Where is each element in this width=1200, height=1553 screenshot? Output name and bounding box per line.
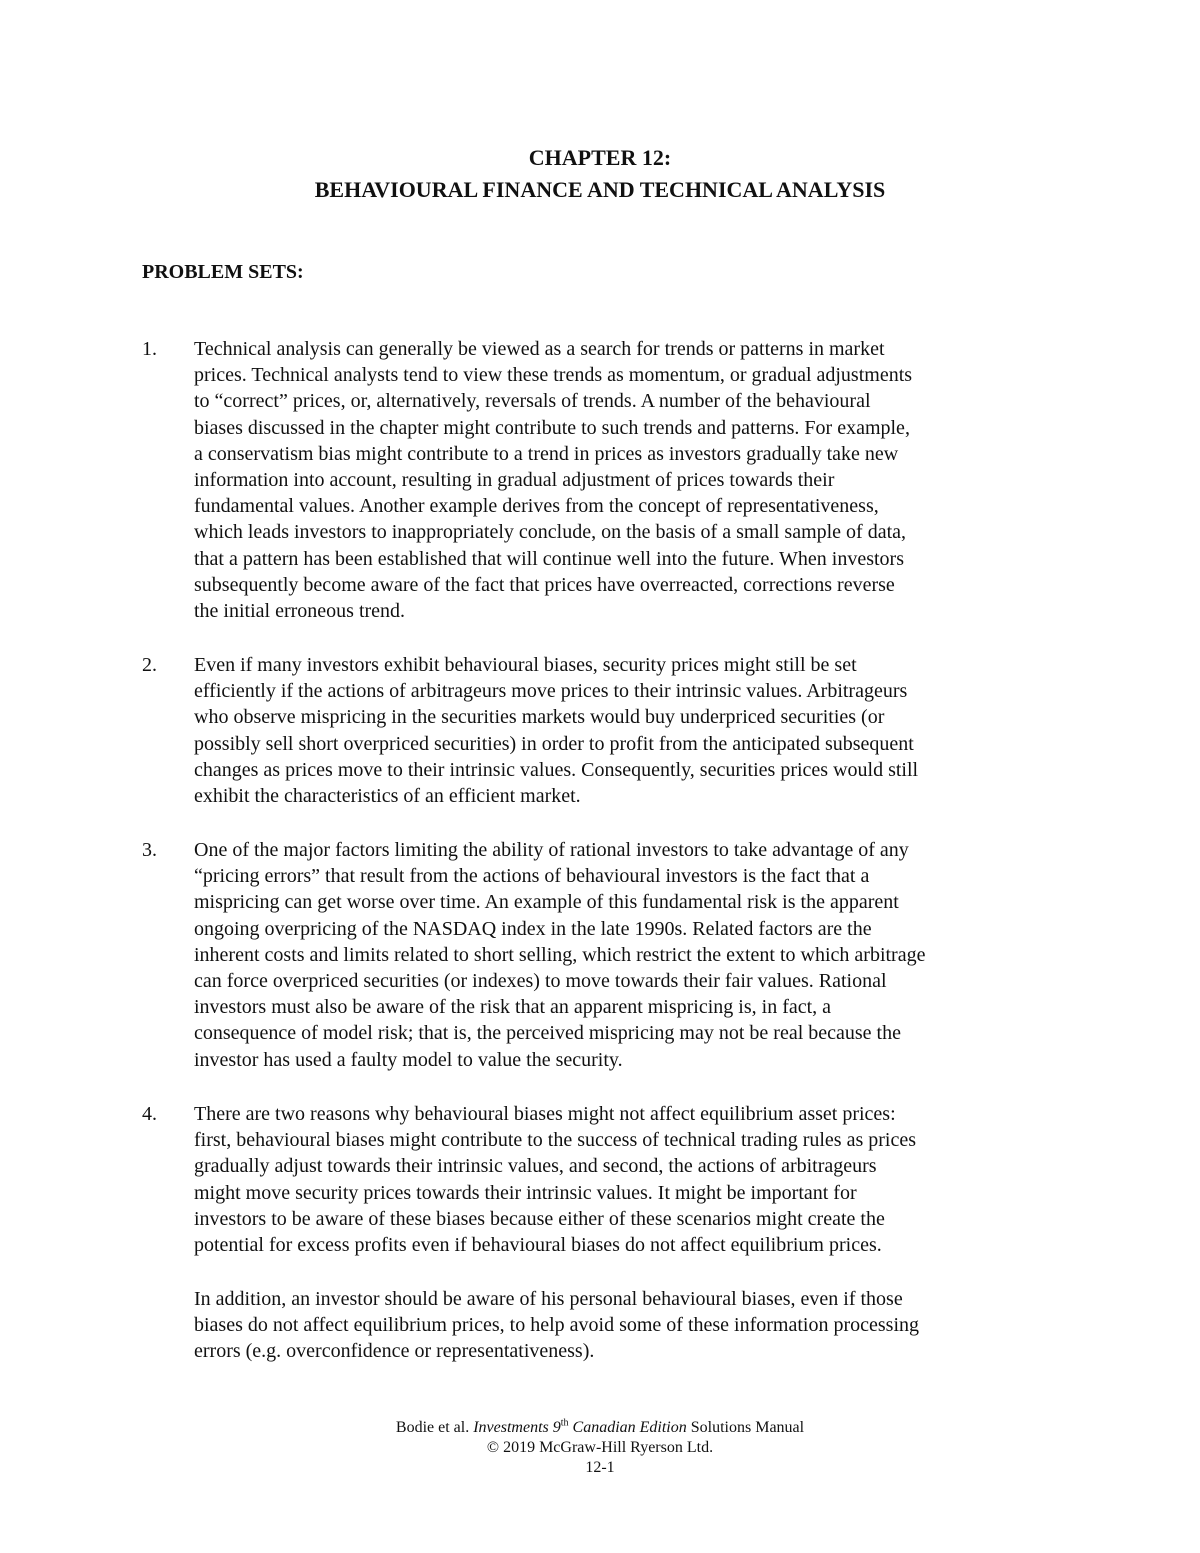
text-line: fundamental values. Another example derives from the concept of representativeness, (194, 495, 879, 518)
text-line: who observe mispricing in the securities markets would buy underpriced securities (or (194, 706, 885, 729)
text-line: errors (e.g. overconfidence or representativeness). (194, 1340, 595, 1363)
text-line: possibly sell short overpriced securities) in order to profit from the anticipated subsequent (194, 732, 914, 755)
footer-copyright: © 2019 McGraw-Hill Ryerson Ltd. (486, 1439, 714, 1456)
footer-edition: Canadian Edition (572, 1419, 687, 1436)
chapter-number: CHAPTER 12: (528, 145, 672, 170)
footer-book-title: Investments 9 (473, 1419, 561, 1436)
text-line: Technical analysis can generally be viewed as a search for trends or patterns in market (194, 338, 885, 360)
text-line: efficiently if the actions of arbitrageurs move prices to their intrinsic values. Arbitrageurs (194, 680, 908, 703)
text-line: that a pattern has been established that will continue well into the future. When investors (194, 547, 904, 570)
text-line: subsequently become aware of the fact that prices have overreacted, corrections reverse (194, 573, 895, 596)
text-line: potential for excess profits even if behavioural biases do not affect equilibrium prices. (194, 1234, 882, 1257)
footer-suffix: Solutions Manual (690, 1419, 805, 1436)
text-line: changes as prices move to their intrinsic values. Consequently, securities prices would still (194, 758, 919, 781)
text-line: first, behavioural biases might contribute to the success of technical trading rules as prices (194, 1129, 917, 1152)
problem-text (194, 1101, 1074, 1258)
text-line: biases discussed in the chapter might contribute to such trends and patterns. For example, (194, 416, 910, 439)
problem-number: 1. (142, 338, 157, 360)
text-line: to “correct” prices, or, alternatively, reversals of trends. A number of the behavioural (194, 390, 871, 413)
text-line: which leads investors to inappropriately conclude, on the basis of a small sample of data, (194, 521, 907, 544)
text-line: There are two reasons why behavioural biases might not affect equilibrium asset prices: (194, 1103, 896, 1125)
problem-text (194, 652, 1074, 809)
text-line: investor has used a faulty model to value the security. (194, 1048, 623, 1071)
text-line: inherent costs and limits related to short selling, which restrict the extent to which arbitrage (194, 943, 926, 966)
text-line: consequence of model risk; that is, the perceived mispricing may not be real because the (194, 1022, 901, 1045)
text-line: Even if many investors exhibit behavioural biases, security prices might still be set (194, 654, 857, 676)
chapter-title: BEHAVIOURAL FINANCE AND TECHNICAL ANALYSIS (314, 177, 886, 202)
text-line: “pricing errors” that result from the actions of behavioural investors is the fact that a (194, 865, 870, 888)
problem-number: 4. (142, 1103, 157, 1125)
text-line: investors to be aware of these biases because either of these scenarios might create the (194, 1207, 885, 1230)
text-line: gradually adjust towards their intrinsic values, and second, the actions of arbitrageurs (194, 1155, 877, 1178)
text-line: information into account, resulting in gradual adjustment of prices towards their (194, 469, 835, 492)
page-number: 12-1 (585, 1459, 615, 1476)
problem-text (194, 1286, 1074, 1365)
problem-text (194, 837, 1074, 1073)
text-line: biases do not affect equilibrium prices, to help avoid some of these information processing (194, 1314, 920, 1337)
text-line: ongoing overpricing of the NASDAQ index in the late 1990s. Related factors are the (194, 917, 872, 940)
text-line: In addition, an investor should be aware of his personal behavioural biases, even if those (194, 1288, 903, 1310)
footer-citation (0, 1418, 1200, 1438)
text-line: exhibit the characteristics of an efficient market. (194, 785, 581, 808)
text-line: might move security prices towards their intrinsic values. It might be important for (194, 1181, 857, 1204)
problem-number: 3. (142, 839, 157, 861)
section-heading: PROBLEM SETS: (142, 261, 304, 283)
footer-edition-superscript: th (560, 1417, 569, 1429)
problem-text (194, 336, 1074, 624)
text-line: prices. Technical analysts tend to view these trends as momentum, or gradual adjustments (194, 364, 913, 387)
text-line: a conservatism bias might contribute to a trend in prices as investors gradually take new (194, 442, 899, 465)
text-line: mispricing can get worse over time. An example of this fundamental risk is the apparent (194, 891, 899, 914)
text-line: investors must also be aware of the risk that an apparent mispricing is, in fact, a (194, 996, 832, 1019)
footer-authors: Bodie et al. (395, 1419, 470, 1436)
text-line: One of the major factors limiting the ability of rational investors to take advantage of any (194, 839, 909, 861)
problem-number: 2. (142, 654, 157, 676)
text-line: can force overpriced securities (or indexes) to move towards their fair values. Rational (194, 970, 887, 993)
text-line: the initial erroneous trend. (194, 600, 406, 623)
